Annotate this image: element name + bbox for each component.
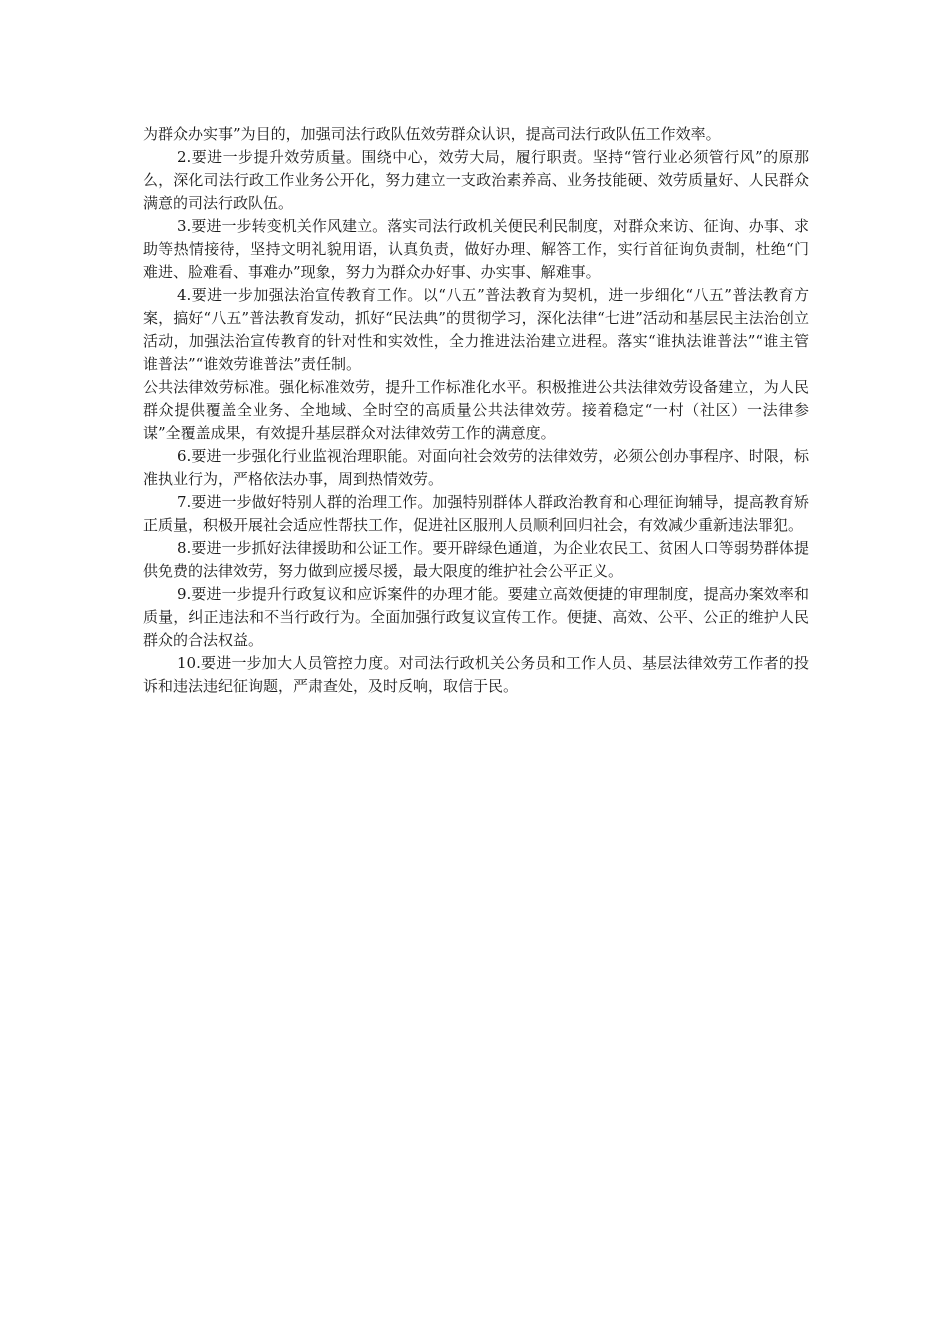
paragraph-item-3: 3.要进一步转变机关作风建立。落实司法行政机关便民利民制度，对群众来访、征询、办事、求助等热情接待，坚持文明礼貌用语，认真负责，做好办理、解答工作，实行首征询负责制，杜绝“门难进、脸难看、事难办”现象，努力为群众办好事、办实事、解难事。 [143, 217, 809, 281]
paragraph-public-legal-service: 公共法律效劳标准。强化标准效劳，提升工作标准化水平。积极推进公共法律效劳设备建立，为人民群众提供覆盖全业务、全地域、全时空的高质量公共法律效劳。接着稳定“一村（社区）一法律参谋”全覆盖成果，有效提升基层群众对法律效劳工作的满意度。 [143, 378, 809, 442]
paragraph-item-2: 2.要进一步提升效劳质量。围绕中心，效劳大局，履行职责。坚持“管行业必须管行风”的原那么，深化司法行政工作业务公开化，努力建立一支政治素养高、业务技能硬、效劳质量好、人民群众满意的司法行政队伍。 [143, 148, 809, 212]
paragraph-item-7: 7.要进一步做好特别人群的治理工作。加强特别群体人群政治教育和心理征询辅导，提高教育矫正质量，积极开展社会适应性帮扶工作，促进社区服刑人员顺利回归社会，有效减少重新违法罪犯。 [143, 493, 809, 534]
paragraph-item-9: 9.要进一步提升行政复议和应诉案件的办理才能。要建立高效便捷的审理制度，提高办案效率和质量，纠正违法和不当行政行为。全面加强行政复议宣传工作。便捷、高效、公平、公正的维护人民群众的合法权益。 [143, 585, 809, 649]
paragraph-item-6: 6.要进一步强化行业监视治理职能。对面向社会效劳的法律效劳，必须公创办事程序、时限，标准执业行为，严格依法办事，周到热情效劳。 [143, 447, 809, 488]
paragraph-item-10: 10.要进一步加大人员管控力度。对司法行政机关公务员和工作人员、基层法律效劳工作者的投诉和违法违纪征询题，严肃查处，及时反响，取信于民。 [143, 654, 809, 695]
paragraph-item-8: 8.要进一步抓好法律援助和公证工作。要开辟绿色通道，为企业农民工、贫困人口等弱势群体提供免费的法律效劳，努力做到应援尽援，最大限度的维护社会公平正义。 [143, 539, 809, 580]
document-body [143, 123, 809, 698]
paragraph-continuation: 为群众办实事”为目的，加强司法行政队伍效劳群众认识，提高司法行政队伍工作效率。 [143, 125, 721, 143]
paragraph-item-4: 4.要进一步加强法治宣传教育工作。以“八五”普法教育为契机，进一步细化“八五”普法教育方案，搞好“八五”普法教育发动，抓好“民法典”的贯彻学习，深化法律“七进”活动和基层民主法治创立活动，加强法治宣传教育的针对性和实效性，全力推进法治建立进程。落实“谁执法谁普法”“谁主管谁普法”“谁效劳谁普法”责任制。 [143, 286, 809, 373]
